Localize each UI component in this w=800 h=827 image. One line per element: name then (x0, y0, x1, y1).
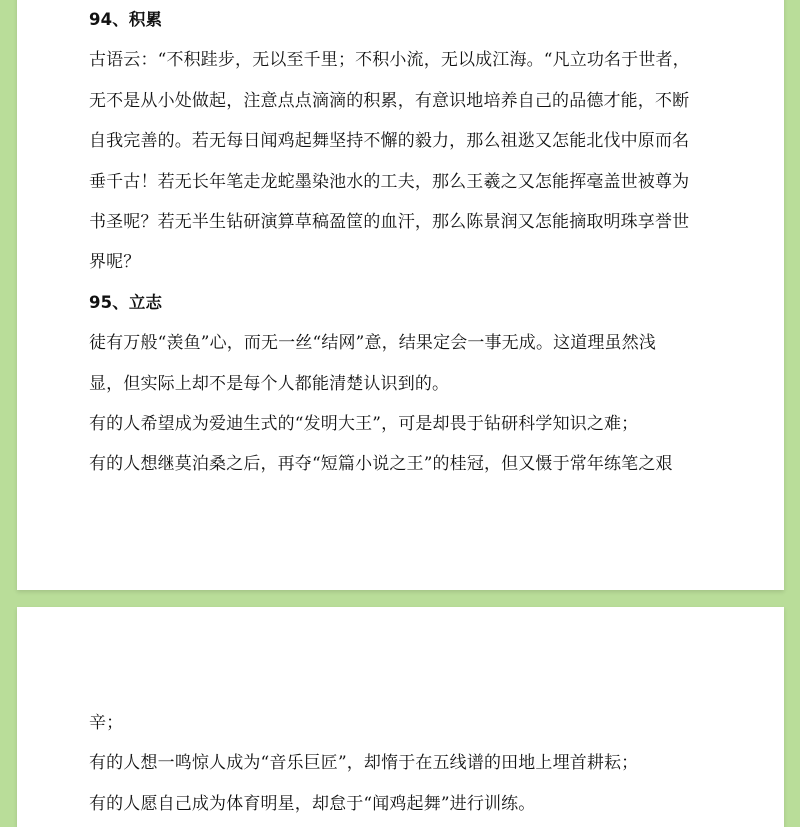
paragraph-line: 书圣呢？若无半生钻研演算草稿盈筐的血汗，那么陈景润又怎能摘取明珠享誉世 (89, 211, 690, 232)
paragraph-line: 古语云：“不积跬步，无以至千里；不积小流，无以成江海。“凡立功名于世者， (89, 50, 690, 71)
paragraph-line: 界呢？ (89, 252, 141, 273)
paragraph-line: 垂千古！若无长年笔走龙蛇墨染池水的工夫，那么王羲之又怎能挥毫盖世被尊为 (89, 171, 690, 192)
document-page-2 (17, 607, 784, 827)
paragraph-line: 有的人愿自己成为体育明星，却怠于“闻鸡起舞”进行训练。 (89, 793, 536, 814)
paragraph-line: 有的人想继莫泊桑之后，再夺“短篇小说之王”的桂冠，但又慑于常年练笔之艰 (89, 454, 673, 475)
paragraph-line: 无不是从小处做起，注意点点滴滴的积累，有意识地培养自己的品德才能，不断 (89, 90, 690, 111)
document-page-1 (17, 0, 784, 590)
paragraph-line: 徒有万般“羡鱼”心，而无一丝“结网”意，结果定会一事无成。这道理虽然浅 (89, 333, 657, 354)
paragraph-line: 有的人希望成为爱迪生式的“发明大王”，可是却畏于钻研科学知识之难； (89, 413, 639, 434)
page-1-content (89, 0, 729, 485)
paragraph-line: 有的人想一鸣惊人成为“音乐巨匠”，却惰于在五线谱的田地上埋首耕耘； (89, 753, 639, 774)
paragraph-line: 辛； (89, 713, 124, 733)
paragraph-line: 显，但实际上却不是每个人都能清楚认识到的。 (89, 373, 450, 394)
section-heading-95: 95、立志 (89, 292, 163, 312)
section-heading-94: 94、积累 (89, 10, 163, 29)
page-2-content (89, 703, 729, 824)
paragraph-line: 自我完善的。若无每日闻鸡起舞坚持不懈的毅力，那么祖逖又怎能北伐中原而名 (89, 131, 690, 152)
